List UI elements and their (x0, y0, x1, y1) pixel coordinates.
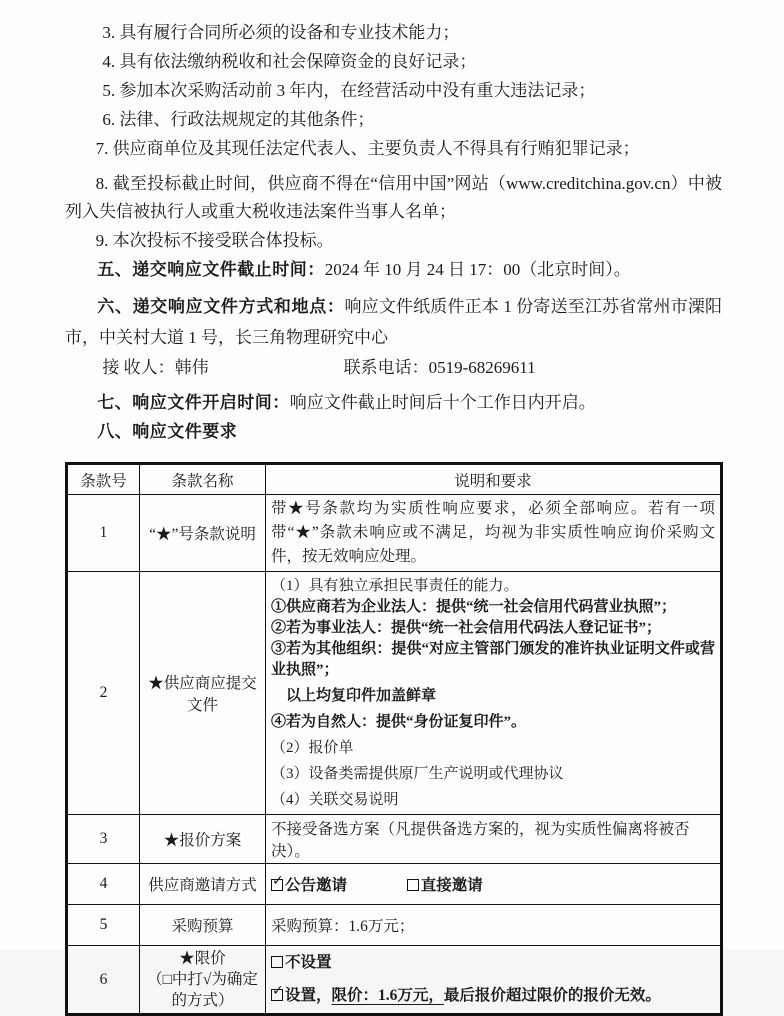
limit-option-none (271, 953, 715, 973)
checkbox-checked-icon (271, 873, 284, 891)
limit-price-note: 最后报价超过限价的报价无效。 (443, 987, 661, 1004)
checkbox-checked-icon (271, 983, 284, 1001)
contact-phone: 联系电话：0519-68269611 (343, 358, 536, 377)
clause-desc: 采购预算：1.6万元； (266, 905, 722, 946)
clause-no: 5 (67, 905, 140, 946)
clause-no: 3 (67, 815, 140, 864)
table-row-6 (67, 946, 722, 1015)
desc-line: （4）关联交易说明 (271, 792, 399, 808)
clause-no: 1 (67, 495, 140, 572)
table-header-row (67, 464, 722, 495)
desc-line: 以上均复印件加盖鲜章 (271, 688, 437, 704)
section-7-label: 七、响应文件开启时间： (97, 393, 290, 412)
section-7-opening (65, 389, 722, 417)
clause-desc: 不接受备选方案（凡提供备选方案的，视为实质性偏离将被否决）。 (266, 815, 722, 864)
clause-name: ★报价方案 (140, 815, 266, 864)
limit-option-set (271, 983, 715, 1006)
list-item-7: 7. 供应商单位及其现任法定代表人、主要负责人不得具有行贿犯罪记录； (95, 139, 640, 158)
table-row-3 (67, 815, 722, 864)
clause-no: 4 (67, 864, 140, 905)
header-clause-name: 条款名称 (140, 464, 266, 495)
checkbox-unchecked-icon (271, 956, 283, 968)
table-row-1 (67, 495, 722, 572)
desc-line: （3）设备类需提供原厂生产说明或代理协议 (271, 766, 564, 782)
section-7-text: 响应文件截止时间后十个工作日内开启。 (289, 393, 596, 412)
clause-name: ★供应商应提交文件 (140, 572, 266, 815)
list-item-3: 3. 具有履行合同所必须的设备和专业技术能力； (102, 23, 460, 42)
checkbox-unchecked-icon (407, 879, 419, 891)
clause-desc (266, 864, 722, 905)
response-requirements-table (65, 462, 723, 1016)
list-item-6: 6. 法律、行政法规规定的其他条件； (102, 110, 375, 129)
clause-name-line: （□中打√为确定的方式） (147, 971, 258, 1009)
clause-desc: 带★号条款均为实质性响应要求，必须全部响应。若有一项带“★”条款未响应或不满足，均视为非实质性响应询价采购文件，按无效响应处理。 (266, 495, 722, 572)
section-5-deadline (65, 256, 722, 284)
clause-name: 采购预算 (140, 905, 266, 946)
section-5-label: 五、递交响应文件截止时间： (97, 260, 325, 279)
option-set-limit: 设置， (285, 987, 332, 1004)
table-row-5 (67, 905, 722, 946)
contact-receiver: 接 收人：韩伟 (102, 358, 209, 377)
table-row-4 (67, 864, 722, 905)
section-6-text: 响应文件纸质件正本 1 份寄送至江苏省常州市溧阳市，中关村大道 1 号，长三角物理研究中心 (65, 297, 722, 347)
check-mark-icon: ✓ (272, 983, 284, 999)
section-8-label: 八、响应文件要求 (97, 422, 238, 441)
clause-name (140, 946, 266, 1015)
section-8-requirements (65, 418, 722, 446)
contact-line (65, 354, 722, 382)
desc-line: （2）报价单 (271, 740, 354, 756)
list-item-5: 5. 参加本次采购活动前 3 年内，在经营活动中没有重大违法记录； (102, 81, 596, 100)
body-text-block (65, 19, 722, 446)
clause-no: 2 (67, 572, 140, 815)
clause-name: “★”号条款说明 (140, 495, 266, 572)
clause-name: 供应商邀请方式 (140, 864, 266, 905)
section-6-label: 六、递交响应文件方式和地点： (97, 297, 345, 316)
clause-no: 6 (67, 946, 140, 1015)
header-description: 说明和要求 (266, 464, 722, 495)
section-5-text: 2024 年 10 月 24 日 17：00（北京时间）。 (324, 260, 631, 279)
check-mark-icon: ✓ (272, 873, 284, 889)
list-item-8: 8. 截至投标截止时间，供应商不得在“信用中国”网站（www.creditchina.gov.cn）中被列入失信被执行人或重大税收违法案件当事人名单； (65, 174, 722, 221)
limit-price-value: 限价：1.6万元， (331, 987, 444, 1004)
option-no-limit: 不设置 (285, 954, 332, 971)
desc-line: （1）具有独立承担民事责任的能力。 (271, 578, 519, 594)
clause-name-line: ★限价 (179, 950, 226, 967)
option-announcement-invite: 公告邀请 (285, 877, 348, 894)
desc-line: ②若为事业法人：提供“统一社会信用代码法人登记证书”； (271, 620, 662, 636)
table-row-2 (67, 572, 722, 815)
option-direct-invite: 直接邀请 (420, 877, 483, 894)
desc-line: ④若为自然人：提供“身份证复印件”。 (271, 714, 527, 730)
clause-desc (266, 572, 722, 815)
list-item-9: 9. 本次投标不接受联合体投标。 (95, 231, 334, 250)
header-clause-no: 条款号 (67, 464, 140, 495)
section-6-delivery (65, 291, 722, 353)
list-item-4: 4. 具有依法缴纳税收和社会保障资金的良好记录； (102, 52, 477, 71)
clause-desc (266, 946, 722, 1015)
desc-line: ③若为其他组织：提供“对应主管部门颁发的准许执业证明文件或营业执照”； (271, 641, 715, 678)
desc-line: ①供应商若为企业法人：提供“统一社会信用代码营业执照”； (271, 599, 677, 615)
